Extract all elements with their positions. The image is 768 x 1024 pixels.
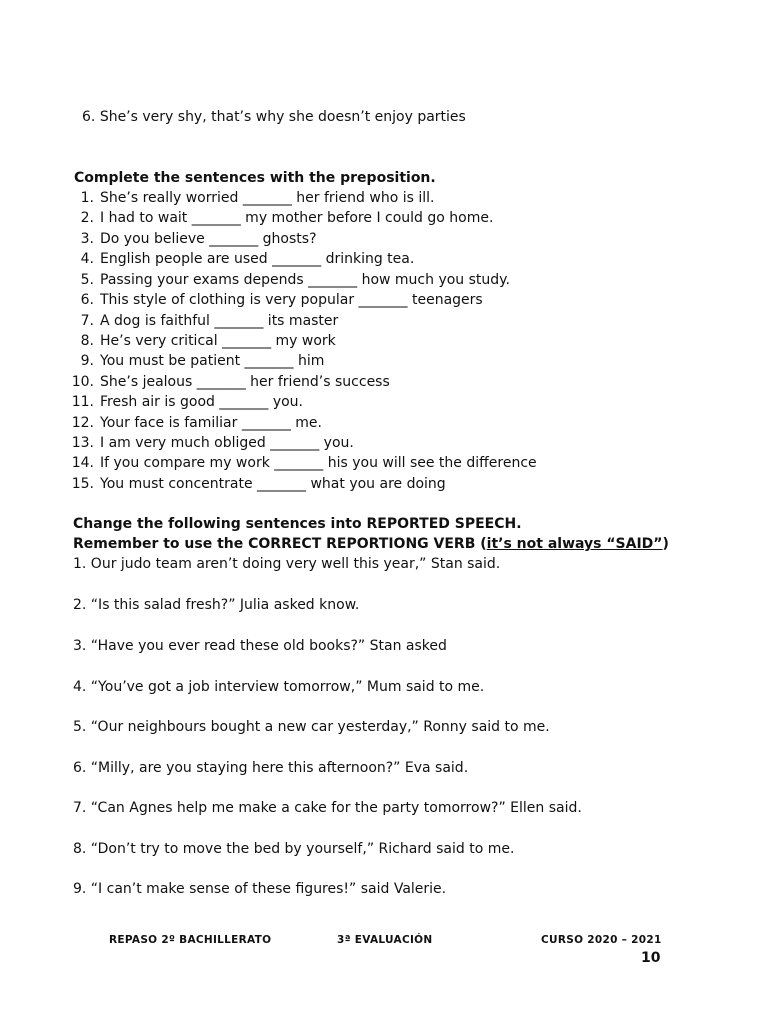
list-item: 14. If you compare my work _______ his you will see the difference bbox=[71, 455, 537, 471]
list-item: 9. You must be patient _______ him bbox=[80, 353, 325, 369]
preposition-section-title: Complete the sentences with the preposition. bbox=[74, 170, 436, 186]
list-item: 5. Passing your exams depends _______ how much you study. bbox=[80, 272, 510, 288]
list-item: 2. “Is this salad fresh?” Julia asked know. bbox=[73, 597, 360, 613]
list-item: 8. He’s very critical _______ my work bbox=[80, 333, 336, 349]
list-item: 12. Your face is familiar _______ me. bbox=[71, 415, 322, 431]
footer-center: 3ª EVALUACIÓN bbox=[337, 934, 433, 946]
list-item: 9. “I can’t make sense of these figures!” said Valerie. bbox=[73, 881, 447, 897]
footer-left: REPASO 2º BACHILLERATO bbox=[109, 934, 272, 946]
list-item: 11. Fresh air is good _______ you. bbox=[71, 394, 303, 410]
list-item: 15. You must concentrate _______ what you are doing bbox=[71, 476, 446, 492]
list-item: 7. “Can Agnes help me make a cake for the party tomorrow?” Ellen said. bbox=[73, 800, 582, 816]
list-item: 4. “You’ve got a job interview tomorrow,” Mum said to me. bbox=[73, 679, 485, 695]
list-item: 5. “Our neighbours bought a new car yesterday,” Ronny said to me. bbox=[73, 719, 550, 735]
reported-section-title: Change the following sentences into REPORTED SPEECH. bbox=[73, 516, 522, 532]
item-text: She’s very shy, that’s why she doesn’t enjoy parties bbox=[99, 109, 466, 125]
subtitle-emphasis: it’s not always “SAID” bbox=[486, 536, 663, 552]
list-item: 6. “Milly, are you staying here this afternoon?” Eva said. bbox=[73, 760, 469, 776]
list-item: 1. She’s really worried _______ her friend who is ill. bbox=[80, 190, 435, 206]
list-item: 3. Do you believe _______ ghosts? bbox=[80, 231, 317, 247]
list-item: 7. A dog is faithful _______ its master bbox=[80, 313, 339, 329]
list-item: 13. I am very much obliged _______ you. bbox=[71, 435, 354, 451]
footer-right: CURSO 2020 – 2021 bbox=[541, 934, 662, 946]
list-item: 3. “Have you ever read these old books?” Stan asked bbox=[73, 638, 447, 654]
page-number: 10 bbox=[641, 950, 661, 966]
list-item: 8. “Don’t try to move the bed by yourself,” Richard said to me. bbox=[73, 841, 515, 857]
reported-section-subtitle: Remember to use the CORRECT REPORTIONG VERB (it’s not always “SAID”) bbox=[73, 536, 669, 552]
list-item: 10. She’s jealous _______ her friend’s success bbox=[71, 374, 390, 390]
list-item: 2. I had to wait _______ my mother before I could go home. bbox=[80, 210, 494, 226]
item-number: 6. bbox=[82, 109, 96, 125]
list-item: 6. This style of clothing is very popular _______ teenagers bbox=[80, 292, 483, 308]
list-item: 4. English people are used _______ drinking tea. bbox=[80, 251, 415, 267]
top-item-6 bbox=[82, 108, 466, 126]
list-item: 1. Our judo team aren’t doing very well this year,” Stan said. bbox=[73, 556, 501, 572]
